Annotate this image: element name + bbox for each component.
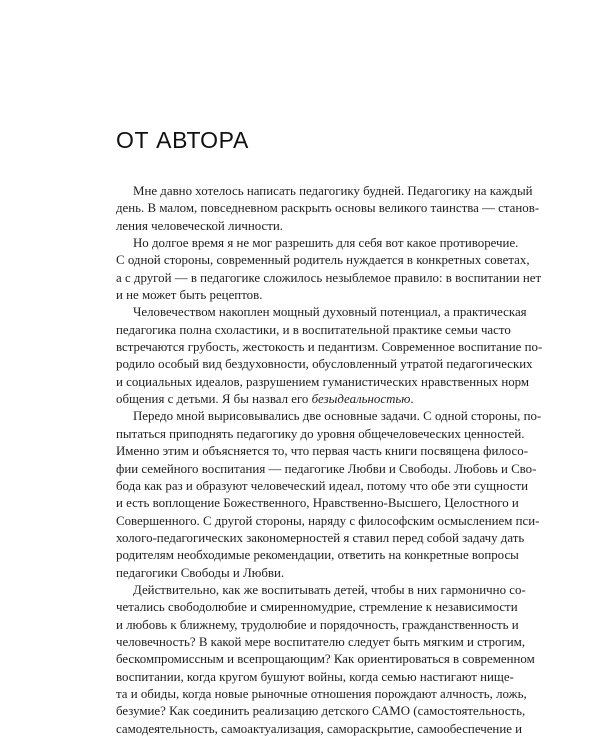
paragraph <box>116 183 540 235</box>
text-line: педагогика полна схоластики, и в воспитательной практике семьи часто <box>116 322 511 337</box>
text-line: бода как раз и образуют человеческий идеал, потому что обе эти сущности <box>116 478 529 493</box>
text-line: и есть воплощение Божественного, Нравственно-Высшего, Целостного и <box>116 496 519 511</box>
text-line: родителям необходимые рекомендации, ответить на конкретные вопросы <box>116 548 519 563</box>
chapter-title: ОТ АВТОРА <box>116 127 249 153</box>
text-line: встречаются грубость, жестокость и педантизм. Современное воспитание по- <box>116 340 543 355</box>
text-line: Мне давно хотелось написать педагогику будней. Педагогику на каждый <box>133 184 533 198</box>
text-line: Передо мной вырисовывались две основные задачи. С одной стороны, по- <box>133 409 542 424</box>
text-line: Действительно, как же воспитывать детей, чтобы в них гармонично со- <box>133 582 526 597</box>
text-line: человечность? В какой мере воспитателю следует быть мягким и строгим, <box>116 634 526 649</box>
text-line: день. В малом, повседневном раскрыть основы великого таинства — станов- <box>116 201 540 216</box>
text-line: и не может быть рецептов. <box>116 288 263 303</box>
paragraph <box>116 408 542 581</box>
text-line: родило особый вид бездуховности, обусловленный утратой педагогических <box>116 357 533 372</box>
text-line: холого-педагогических закономерностей я ставил перед собой задачу дать <box>116 530 525 545</box>
text-line: а с другой — в педагогике сложилось незыблемое правило: в воспитании нет <box>116 270 542 285</box>
text-line: пытаться приподнять педагогику до уровня общечеловеческих ценностей. <box>116 426 525 441</box>
text-line: и социальных идеалов, разрушением гуманистических нравственных норм <box>116 374 530 389</box>
emphasis-text: безыдеальностью <box>311 392 411 407</box>
text-line: та и обиды, когда новые рыночные отношения порождают алчность, ложь, <box>116 686 527 701</box>
text-line: фии семейного воспитания — педагогике Любви и Свободы. Любовь и Сво- <box>116 461 537 476</box>
text-line: Именно этим и объясняется то, что первая часть книги посвящена филосо- <box>116 444 529 459</box>
text-line-last <box>116 391 501 408</box>
paragraph <box>116 304 543 408</box>
paragraph <box>116 582 535 738</box>
text-tail: . <box>410 392 414 407</box>
text-line: общения с детьми. Я бы назвал его <box>116 392 312 407</box>
text-line: и любовь к ближнему, трудолюбие и порядочность, гражданственность и <box>116 617 519 632</box>
text-line: Совершенного. С другой стороны, наряду с философским осмыслением пси- <box>116 513 540 528</box>
text-line: педагогики Свободы и Любви. <box>116 565 285 580</box>
text-line: воспитании, когда кругом бушуют войны, когда семью настигают нище- <box>116 669 514 684</box>
text-line: бескомпромиссным и всепрощающим? Как ориентироваться в современном <box>116 652 535 667</box>
text-line: ления человеческой личности. <box>116 218 283 233</box>
text-line: безумие? Как соединить реализацию детского САМО (самостоятельность, <box>116 704 526 719</box>
text-line: самодеятельность, самоактуализация, самораскрытие, самообеспечение и <box>116 721 523 736</box>
text-line: четались свободолюбие и смиренномудрие, стремление к независимости <box>116 600 518 615</box>
text-line: Человечеством накоплен мощный духовный потенциал, а практическая <box>133 305 527 320</box>
paragraph <box>116 235 542 304</box>
body-text <box>116 183 543 738</box>
text-line: Но долгое время я не мог разрешить для себя вот какое противоречие. <box>133 236 519 251</box>
text-line: С одной стороны, современный родитель нуждается в конкретных советах, <box>116 253 530 268</box>
